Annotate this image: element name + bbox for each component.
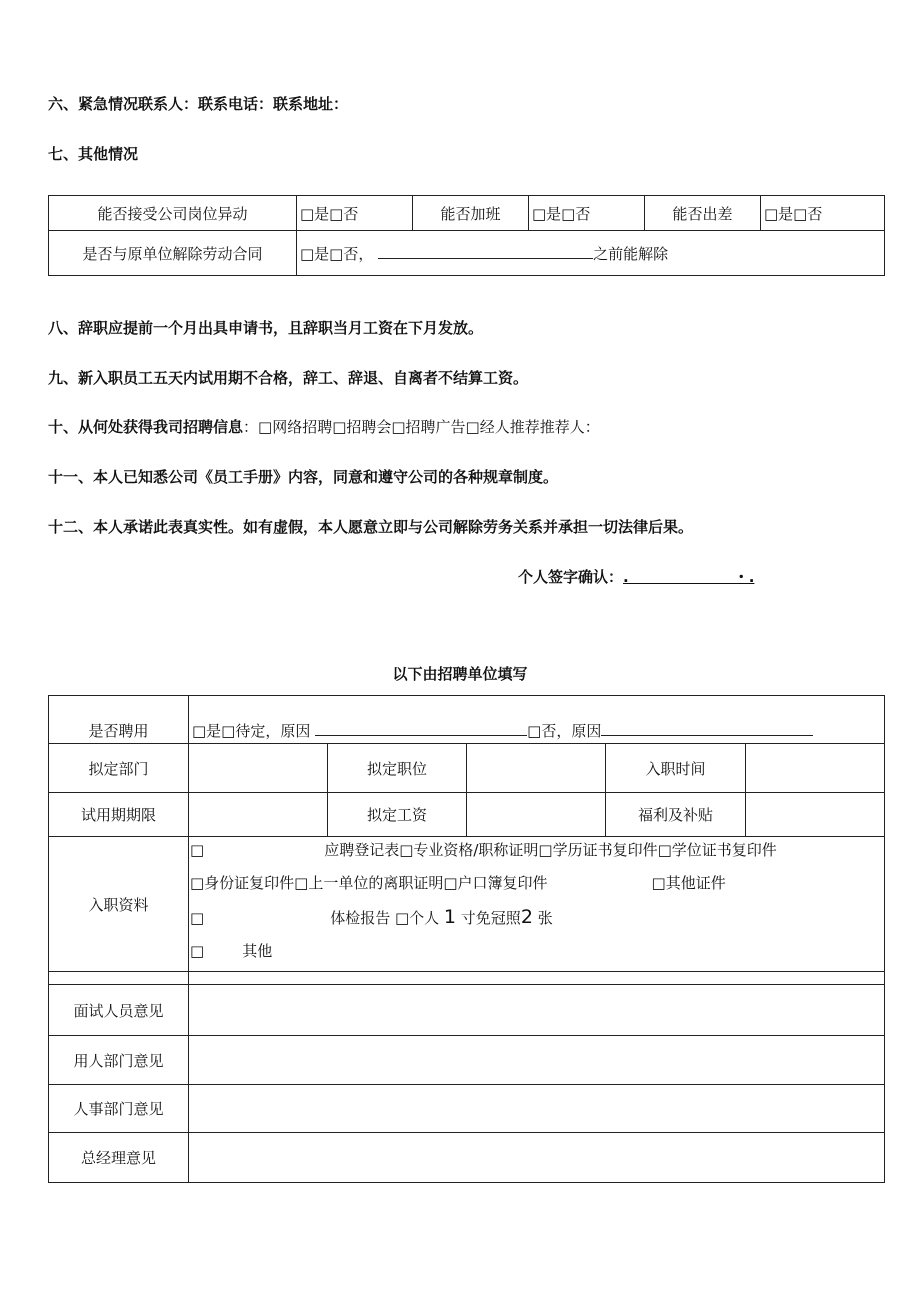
reject-reason-blank[interactable] xyxy=(601,721,813,736)
materials-line-4-checkbox[interactable]: □ xyxy=(190,942,205,960)
materials-line-4-text[interactable]: 其他 xyxy=(242,942,273,960)
materials-line-4 xyxy=(190,940,272,961)
travel-options[interactable]: □是□否 xyxy=(761,196,885,231)
signature-label: 个人签字确认： xyxy=(518,568,624,586)
terminate-suffix: 之前能解除 xyxy=(593,244,669,263)
probation-input[interactable] xyxy=(189,793,328,837)
materials-line-1-checkbox[interactable]: □ xyxy=(190,841,205,859)
materials-line-3 xyxy=(190,906,553,928)
interviewer-opinion[interactable] xyxy=(189,985,885,1036)
hire-field[interactable] xyxy=(189,696,885,744)
position-label: 拟定职位 xyxy=(328,744,467,793)
materials-line-3-c: 张 xyxy=(537,909,553,927)
other-situation-table xyxy=(48,195,885,276)
signature-line xyxy=(518,566,754,587)
hiring-dept-opinion[interactable] xyxy=(189,1036,885,1085)
start-date-label: 入职时间 xyxy=(606,744,746,793)
position-input[interactable] xyxy=(467,744,606,793)
benefits-input[interactable] xyxy=(746,793,885,837)
gm-label: 总经理意见 xyxy=(49,1133,189,1183)
hr-label: 人事部门意见 xyxy=(49,1085,189,1133)
hire-option-no[interactable]: □否，原因 xyxy=(527,722,602,740)
dept-input[interactable] xyxy=(189,744,328,793)
overtime-label: 能否加班 xyxy=(413,196,529,231)
section-10-label: 十、从何处获得我司招聘信息 xyxy=(48,418,244,436)
materials-line-2-text[interactable]: □身份证复印件□上一单位的离职证明□户口簿复印件 xyxy=(190,874,548,892)
hr-opinion[interactable] xyxy=(189,1085,885,1133)
salary-input[interactable] xyxy=(467,793,606,837)
terminate-date-blank[interactable] xyxy=(378,244,593,259)
terminate-options[interactable]: □是□否， xyxy=(300,244,374,263)
probation-label: 试用期期限 xyxy=(49,793,189,837)
transfer-label: 能否接受公司岗位异动 xyxy=(49,196,297,231)
hire-option-yes-pending[interactable]: □是□待定，原因 xyxy=(192,722,311,740)
photo-count-number: 2 xyxy=(520,906,533,928)
start-date-input[interactable] xyxy=(746,744,885,793)
materials-line-2 xyxy=(190,872,726,893)
section-7-heading: 七、其他情况 xyxy=(48,145,139,163)
hire-reason-blank[interactable] xyxy=(315,721,527,736)
materials-line-1-text[interactable]: 应聘登记表□专业资格/职称证明□学历证书复印件□学位证书复印件 xyxy=(324,841,777,859)
materials-spacer-label xyxy=(49,972,189,985)
materials-spacer xyxy=(189,972,885,985)
section-6-emergency-contact: 六、紧急情况联系人：联系电话：联系地址： xyxy=(48,95,349,113)
travel-label: 能否出差 xyxy=(645,196,761,231)
section-11-handbook: 十一、本人已知悉公司《员工手册》内容，同意和遵守公司的各种规章制度。 xyxy=(48,468,559,486)
section-12-commitment: 十二、本人承诺此表真实性。如有虚假，本人愿意立即与公司解除劳务关系并承担一切法律后果。 xyxy=(48,518,694,536)
terminate-contract-field[interactable] xyxy=(297,231,885,276)
section-9-probation: 九、新入职员工五天内试用期不合格，辞工、辞退、自离者不结算工资。 xyxy=(48,369,529,387)
employer-section-title: 以下由招聘单位填写 xyxy=(392,665,528,683)
materials-line-1 xyxy=(190,839,777,860)
interviewer-label: 面试人员意见 xyxy=(49,985,189,1036)
materials-line-3-checkbox[interactable]: □ xyxy=(190,909,205,927)
materials-label: 入职资料 xyxy=(49,837,189,972)
hire-label: 是否聘用 xyxy=(49,696,189,744)
signature-field[interactable]: . ・. xyxy=(623,568,755,586)
materials-line-3-a[interactable]: 体检报告 □个人 xyxy=(330,909,440,927)
materials-line-3-b: 寸免冠照 xyxy=(460,909,521,927)
employer-table xyxy=(48,695,885,1183)
terminate-contract-label: 是否与原单位解除劳动合同 xyxy=(49,231,297,276)
salary-label: 拟定工资 xyxy=(328,793,467,837)
hiring-dept-label: 用人部门意见 xyxy=(49,1036,189,1085)
gm-opinion[interactable] xyxy=(189,1133,885,1183)
dept-label: 拟定部门 xyxy=(49,744,189,793)
section-10-options[interactable]: ：□网络招聘□招聘会□招聘广告□经人推荐推荐人： xyxy=(243,418,600,436)
materials-line-2-other[interactable]: □其他证件 xyxy=(651,874,726,892)
section-10-source xyxy=(48,416,600,437)
transfer-options[interactable]: □是□否 xyxy=(297,196,413,231)
photo-size-number: 1 xyxy=(443,906,457,928)
benefits-label: 福利及补贴 xyxy=(606,793,746,837)
section-8-resignation: 八、辞职应提前一个月出具申请书，且辞职当月工资在下月发放。 xyxy=(48,319,484,337)
overtime-options[interactable]: □是□否 xyxy=(529,196,645,231)
